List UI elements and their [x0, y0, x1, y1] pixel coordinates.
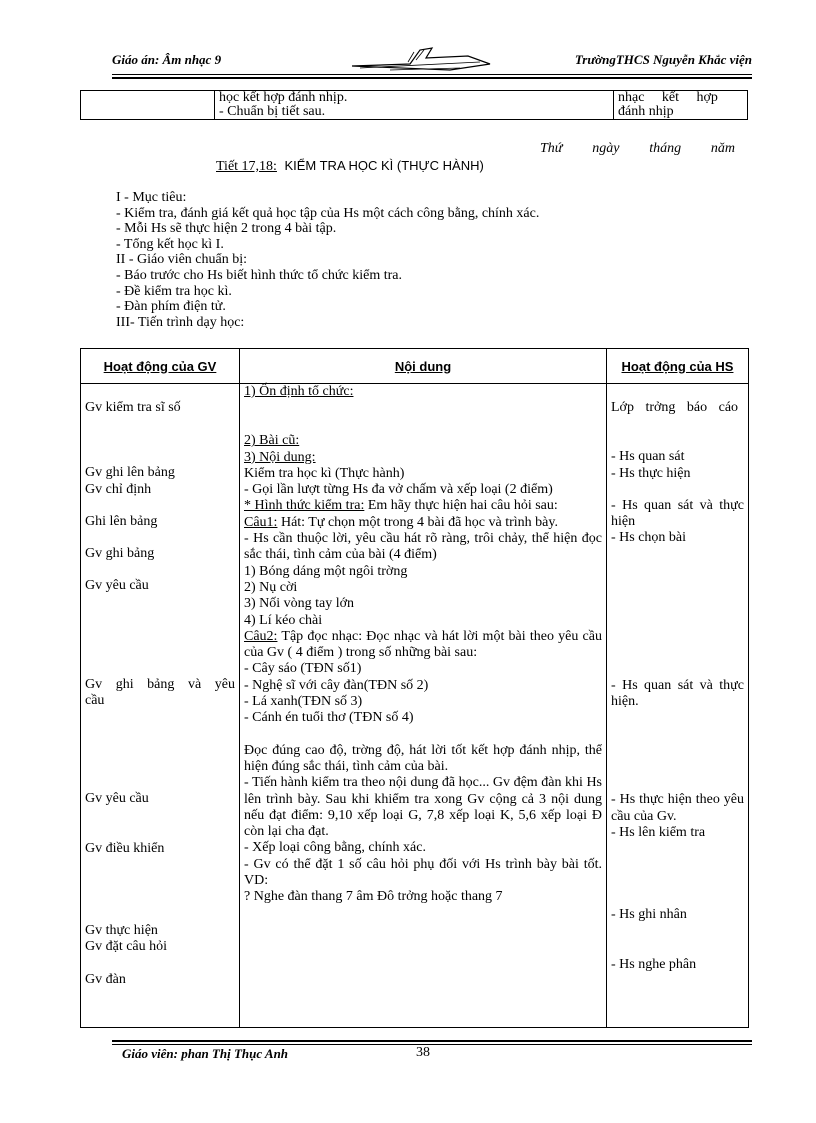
content-line: - Gọi lần lượt từng Hs đa vở chấm và xếp loại (2 điểm) — [244, 482, 553, 498]
section-heading: 2) Bài cũ: — [244, 433, 300, 449]
date-word: ngày — [592, 141, 620, 156]
student-activity: - Hs thực hiện theo yêu cầu của Gv. — [611, 792, 744, 824]
prev-col1 — [81, 91, 215, 120]
section-heading: 1) Ổn định tổ chức: — [244, 384, 354, 399]
lesson-title — [216, 158, 484, 175]
intro-line: - Đàn phím điện tử. — [116, 299, 226, 315]
song-item: 2) Nụ cời — [244, 579, 298, 595]
teacher-activity: Gv chỉ định — [85, 481, 152, 497]
date-word: tháng — [649, 141, 682, 156]
previous-table-fragment — [80, 90, 748, 120]
footer-teacher: Giáo viên: phan Thị Thục Anh — [122, 1046, 289, 1061]
content-line — [244, 498, 602, 514]
page-header — [112, 50, 752, 76]
content-label: * Hình thức kiểm tra: — [244, 498, 365, 514]
content-line: Kiểm tra học kì (Thực hành) — [244, 465, 405, 481]
prev-col3-line: đánh nhịp — [618, 104, 674, 119]
teacher-activity: Gv ghi bảng — [85, 546, 155, 562]
content-line: - Xếp loại công bằng, chính xác. — [244, 840, 426, 856]
tdn-item: - Cánh én tuổi thơ (TĐN số 4) — [244, 710, 414, 726]
intro-line: - Đề kiểm tra học kì. — [116, 283, 232, 299]
student-activity: - Hs ghi nhân — [611, 907, 687, 923]
tdn-item: - Lá xanh(TĐN số 3) — [244, 694, 363, 710]
footer-rule — [112, 1044, 752, 1045]
content-line: - Gv có thể đặt 1 số câu hỏi phụ đối với Hs trình bày bài tốt. VD: — [244, 856, 602, 889]
header-content: Nội dung — [240, 349, 607, 384]
content-line: Đọc đúng cao độ, trờng độ, hát lời tốt kết hợp đánh nhịp, thể hiện đúng sắc thái, tình cảm của bài. — [244, 742, 602, 774]
pen-ornament-icon — [350, 44, 492, 74]
student-activity: - Hs nghe phân — [611, 956, 697, 972]
student-column — [607, 384, 749, 1028]
tdn-item: - Nghệ sĩ với cây đàn(TĐN số 2) — [244, 677, 429, 693]
intro-line: - Báo trước cho Hs biết hình thức tổ chức kiểm tra. — [116, 267, 402, 283]
teacher-activity: Gv ghi bảng và yêu cầu — [85, 676, 235, 709]
lesson-name: KIỂM TRA HỌC KÌ (THỰC HÀNH) — [284, 158, 484, 173]
student-activity: Lớp trởng báo cáo — [611, 400, 739, 415]
content-text: Em hãy thực hiện hai câu hỏi sau: — [364, 498, 558, 514]
date-word: Thứ — [540, 141, 563, 156]
teacher-activity: Gv đàn — [85, 971, 126, 987]
header-rule — [112, 74, 752, 75]
song-item: 3) Nối vòng tay lớn — [244, 596, 355, 612]
content-column — [240, 384, 607, 1028]
student-activity: - Hs chọn bài — [611, 530, 687, 546]
intro-heading: III- Tiến trình dạy học: — [116, 314, 245, 330]
lesson-table — [80, 348, 749, 1028]
content-line: - Hs cần thuộc lời, yêu cầu hát rõ ràng, trôi chảy, thể hiện đọc sắc thái, tình cảm của bài (4 điểm) — [244, 531, 602, 563]
question-text: Tập đọc nhạc: Đọc nhạc và hát lời một bài theo yêu cầu của Gv ( 4 điểm ) trong số những bài sau: — [244, 628, 602, 661]
student-activity: - Hs thực hiện — [611, 465, 691, 481]
teacher-activity: Ghi lên bảng — [85, 513, 158, 529]
content-line: ? Nghe đàn thang 7 âm Đô trởng hoặc thang 7 — [244, 889, 503, 905]
table-row — [81, 384, 749, 1028]
student-activity: - Hs lên kiểm tra — [611, 824, 706, 840]
prev-col2 — [215, 91, 614, 120]
question-text: Hát: Tự chọn một trong 4 bài đã học và trình bày. — [277, 514, 558, 530]
header-gv: Hoạt động của GV — [81, 349, 240, 384]
page-number: 38 — [416, 1045, 430, 1060]
section-heading: 3) Nội dung: — [244, 449, 316, 465]
lesson-number: Tiết 17,18: — [216, 159, 277, 174]
teacher-activity: Gv kiểm tra sĩ số — [85, 400, 181, 415]
prev-col2-line: học kết hợp đánh nhịp. — [219, 90, 348, 105]
song-item: 1) Bóng dáng một ngôi trờng — [244, 563, 408, 579]
prev-col2-line: - Chuẩn bị tiết sau. — [219, 104, 326, 119]
student-activity: - Hs quan sát và thực hiện — [611, 497, 744, 530]
teacher-activity: Gv yêu cầu — [85, 578, 149, 594]
teacher-activity: Gv ghi lên bảng — [85, 465, 175, 481]
intro-heading: I - Mục tiêu: — [116, 190, 187, 205]
date-line — [540, 141, 735, 157]
date-word: năm — [710, 141, 735, 156]
teacher-activity: Gv điều khiển — [85, 840, 165, 856]
student-activity: - Hs quan sát và thực hiện. — [611, 677, 744, 710]
prev-col3 — [614, 91, 748, 120]
content-line — [244, 515, 602, 531]
header-hs: Hoạt động của HS — [607, 349, 749, 384]
teacher-activity: Gv thực hiện — [85, 922, 158, 938]
teacher-activity: Gv yêu cầu — [85, 791, 149, 807]
intro-line: - Mỗi Hs sẽ thực hiện 2 trong 4 bài tập. — [116, 221, 337, 237]
table-header-row — [81, 349, 749, 384]
question-label: Câu2: — [244, 628, 278, 644]
footer-rule-thick — [112, 1040, 752, 1042]
prev-col3-line: nhạc kết hợp — [618, 90, 718, 105]
question-label: Câu1: — [244, 514, 278, 530]
lesson-intro — [116, 190, 756, 330]
song-item: 4) Lí kéo chài — [244, 612, 323, 628]
teacher-activity: Gv đặt câu hỏi — [85, 939, 168, 955]
header-school: TrườngTHCS Nguyễn Khắc viện — [574, 52, 752, 67]
content-line: - Tiến hành kiểm tra theo nội dung đã học... Gv đệm đàn khi Hs lên trình bày. Sau khi khiểm tra xong Gv cộng cả 3 nội dung nếu đạt điểm: 9,10 xếp loại G, 7,8 xếp loại K, 5,6 xếp loại Đ còn lại cha đạt. — [244, 775, 602, 840]
content-line — [244, 629, 602, 662]
intro-line: - Tổng kết học kì I. — [116, 236, 224, 252]
teacher-column — [81, 384, 240, 1028]
student-activity: - Hs quan sát — [611, 449, 685, 465]
header-rule-thick — [112, 77, 752, 79]
header-subject: Giáo án: Âm nhạc 9 — [112, 52, 222, 67]
tdn-item: - Cây sáo (TĐN số1) — [244, 661, 362, 677]
intro-line: - Kiểm tra, đánh giá kết quả học tập của Hs một cách công bằng, chính xác. — [116, 205, 540, 221]
intro-heading: II - Giáo viên chuẩn bị: — [116, 252, 248, 268]
